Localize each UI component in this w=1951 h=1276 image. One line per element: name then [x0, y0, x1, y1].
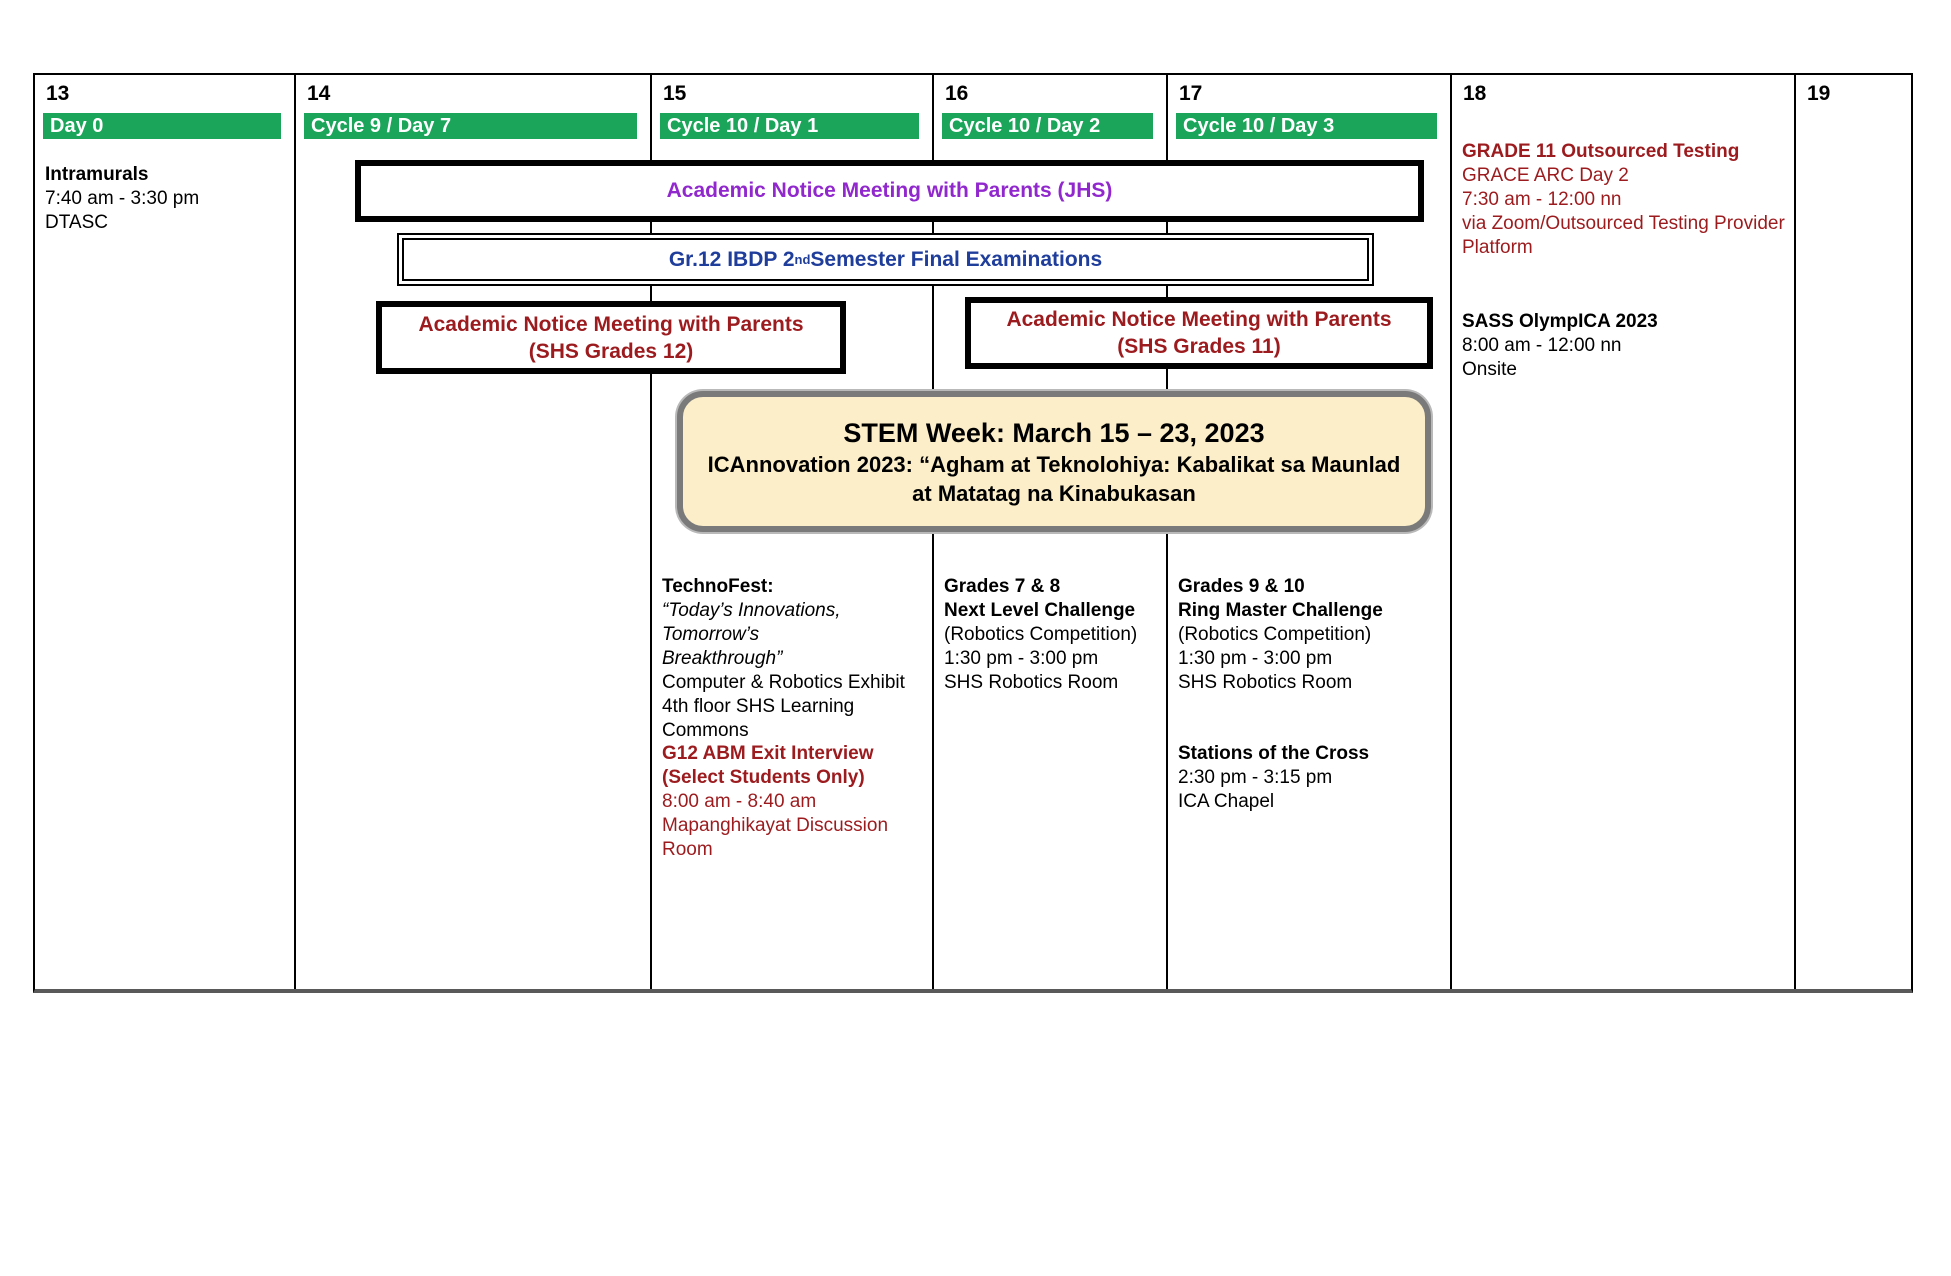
event-location: SHS Robotics Room: [1178, 672, 1353, 693]
event-time: 7:30 am - 12:00 nn: [1462, 189, 1622, 210]
banner-ibdp-final-examinations: [397, 233, 1374, 286]
event-location: SHS Robotics Room: [944, 672, 1119, 693]
event-subtitle: (Robotics Competition): [944, 624, 1138, 645]
banner-academic-notice-jhs: [355, 160, 1424, 222]
cycle-day-banner: Day 0: [43, 113, 281, 139]
day-number: 14: [307, 82, 331, 105]
cycle-day-banner: Cycle 9 / Day 7: [304, 113, 637, 139]
event-grade11-outsourced-testing: [1452, 140, 1790, 260]
event-g12-abm-exit-interview: [652, 742, 928, 862]
event-title: GRADE 11 Outsourced Testing: [1462, 141, 1740, 162]
banner-label-line1: Academic Notice Meeting with Parents: [418, 312, 804, 336]
banner-label-line2: (SHS Grades 12): [528, 339, 694, 363]
event-stations-of-the-cross: [1168, 742, 1446, 814]
event-next-level-challenge: [934, 575, 1162, 695]
banner-label-line1: Academic Notice Meeting with Parents: [1006, 308, 1392, 331]
stem-week-theme-line1: ICAnnovation 2023: “Agham at Teknolohiya: Kabalikat sa Maunlad: [707, 451, 1401, 477]
day-number: 18: [1463, 82, 1487, 105]
event-subtitle: (Robotics Competition): [1178, 624, 1372, 645]
banner-stem-week: [677, 391, 1431, 532]
day-number: 16: [945, 82, 969, 105]
event-detail: Computer & Robotics Exhibit: [662, 672, 905, 693]
event-ring-master-challenge: [1168, 575, 1446, 695]
day-cell-19: [1796, 75, 1911, 989]
event-theme-line1: “Today’s Innovations, Tomorrow’s: [662, 600, 841, 645]
banner-academic-notice-shs11: [965, 297, 1433, 369]
event-subtitle: GRACE ARC Day 2: [1462, 165, 1629, 186]
day-number: 17: [1179, 82, 1203, 105]
event-location: Onsite: [1462, 359, 1517, 380]
day-number: 19: [1807, 82, 1831, 105]
event-sass-olympica: [1452, 310, 1790, 382]
event-time: 1:30 pm - 3:00 pm: [944, 648, 1099, 669]
event-subtitle: (Select Students Only): [662, 767, 865, 788]
event-title: TechnoFest:: [662, 576, 774, 597]
day-cell-18: [1452, 75, 1796, 989]
day-number: 13: [46, 82, 70, 105]
event-location: Mapanghikayat Discussion Room: [662, 815, 889, 860]
banner-academic-notice-shs12: [376, 301, 846, 374]
event-group: Grades 7 & 8: [944, 576, 1061, 597]
calendar-grid: [33, 73, 1913, 993]
event-technofest: [652, 575, 928, 743]
stem-week-theme-line2: at Matatag na Kinabukasan: [912, 480, 1196, 506]
banner-label-line2: (SHS Grades 11): [1117, 335, 1281, 358]
event-theme-line2: Breakthrough”: [662, 648, 783, 669]
event-title: SASS OlympICA 2023: [1462, 311, 1658, 332]
event-location: 4th floor SHS Learning Commons: [662, 696, 855, 741]
cycle-day-banner: Cycle 10 / Day 3: [1176, 113, 1437, 139]
day-number: 15: [663, 82, 687, 105]
event-time: 7:40 am - 3:30 pm: [45, 188, 200, 209]
banner-label-suffix: Semester Final Examinations: [810, 247, 1103, 271]
event-title: G12 ABM Exit Interview: [662, 743, 874, 764]
event-time: 1:30 pm - 3:00 pm: [1178, 648, 1333, 669]
event-location: ICA Chapel: [1178, 791, 1275, 812]
event-title: Next Level Challenge: [944, 600, 1136, 621]
banner-label-prefix: Gr.12 IBDP 2: [668, 247, 795, 271]
event-intramurals: [35, 163, 290, 235]
event-time: 8:00 am - 12:00 nn: [1462, 335, 1622, 356]
event-location: DTASC: [45, 212, 108, 233]
day-cell-13: [35, 75, 296, 989]
event-location: via Zoom/Outsourced Testing Provider Platform: [1462, 213, 1785, 258]
event-time: 2:30 pm - 3:15 pm: [1178, 767, 1333, 788]
event-title: Intramurals: [45, 164, 149, 185]
stem-week-title: STEM Week: March 15 – 23, 2023: [843, 417, 1265, 448]
event-group: Grades 9 & 10: [1178, 576, 1305, 597]
banner-label: Academic Notice Meeting with Parents (JHS): [666, 179, 1113, 202]
cycle-day-banner: Cycle 10 / Day 2: [942, 113, 1153, 139]
cycle-day-banner: Cycle 10 / Day 1: [660, 113, 919, 139]
event-title: Stations of the Cross: [1178, 743, 1370, 764]
event-time: 8:00 am - 8:40 am: [662, 791, 817, 812]
event-title: Ring Master Challenge: [1178, 600, 1383, 621]
banner-label: Gr.12 IBDP 2 nd Semester Final Examinations: [402, 238, 1369, 281]
